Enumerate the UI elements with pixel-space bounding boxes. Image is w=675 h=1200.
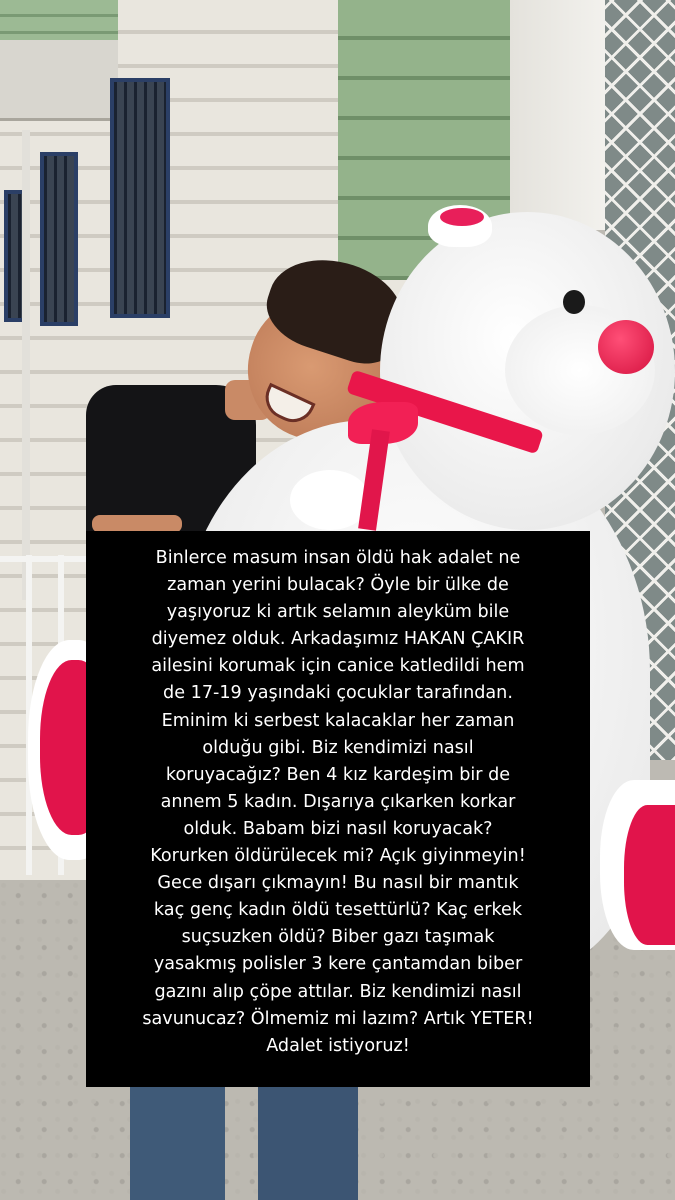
drain-pipe (22, 130, 30, 600)
teddy-ear-inner (440, 208, 484, 226)
story-text-line: suçsuzken öldü? Biber gazı taşımak (181, 927, 495, 948)
story-text-line: Binlerce masum insan öldü hak adalet ne (155, 548, 521, 568)
story-text-line: yasakmış polisler 3 kere çantamdan biber (153, 954, 523, 975)
story-text-line: diyemez olduk. Arkadaşımız HAKAN ÇAKIR (151, 629, 525, 650)
story-text-line: ailesini korumak için canice katledildi hem (151, 656, 525, 677)
story-text-line: Korurken öldürülecek mi? Açık giyinmeyin! (150, 846, 526, 867)
story-text-line: koruyacağız? Ben 4 kız kardeşim bir de (165, 764, 511, 785)
teddy-right-paw-pad (624, 805, 675, 945)
story-text-line: yaşıyoruz ki artık selamın aleyküm bile (166, 602, 510, 623)
story-text-line: olduk. Babam bizi nasıl koruyacak? (183, 818, 493, 839)
story-text-line: de 17-19 yaşındaki çocuklar tarafından. (163, 683, 513, 704)
teddy-nose (598, 320, 654, 374)
story-text-line: annem 5 kadın. Dışarıya çıkarken korkar (160, 791, 516, 812)
small-teddy (290, 470, 370, 530)
story-text-overlay (86, 531, 590, 1087)
story-text-line: Gece dışarı çıkmayın! Bu nasıl bir mantık (157, 873, 519, 894)
story-text (96, 545, 580, 1060)
barred-window (110, 78, 170, 318)
green-roof-panel (0, 0, 118, 40)
person-jeans-right (258, 1085, 358, 1200)
story-text-line: savunucaz? Ölmemiz mi lazım? Artık YETER! (142, 1008, 534, 1029)
story-text-line: zaman yerini bulacak? Öyle bir ülke de (167, 575, 509, 596)
teddy-eye (563, 290, 585, 314)
story-text-line: olduğu gibi. Biz kendimizi nasıl (202, 737, 474, 758)
white-wall-panel (510, 0, 610, 230)
story-text-line: Eminim ki serbest kalacaklar her zaman (161, 710, 515, 731)
story-text-line: Adalet istiyoruz! (266, 1035, 410, 1056)
story-text-line: gazını alıp çöpe attılar. Biz kendimizi nasıl (154, 981, 522, 1002)
person-jeans-left (130, 1085, 225, 1200)
story-text-line: kaç genç kadın öldü tesettürlü? Kaç erkek (153, 900, 523, 921)
roof-edge (0, 40, 118, 121)
barred-window (40, 152, 78, 326)
